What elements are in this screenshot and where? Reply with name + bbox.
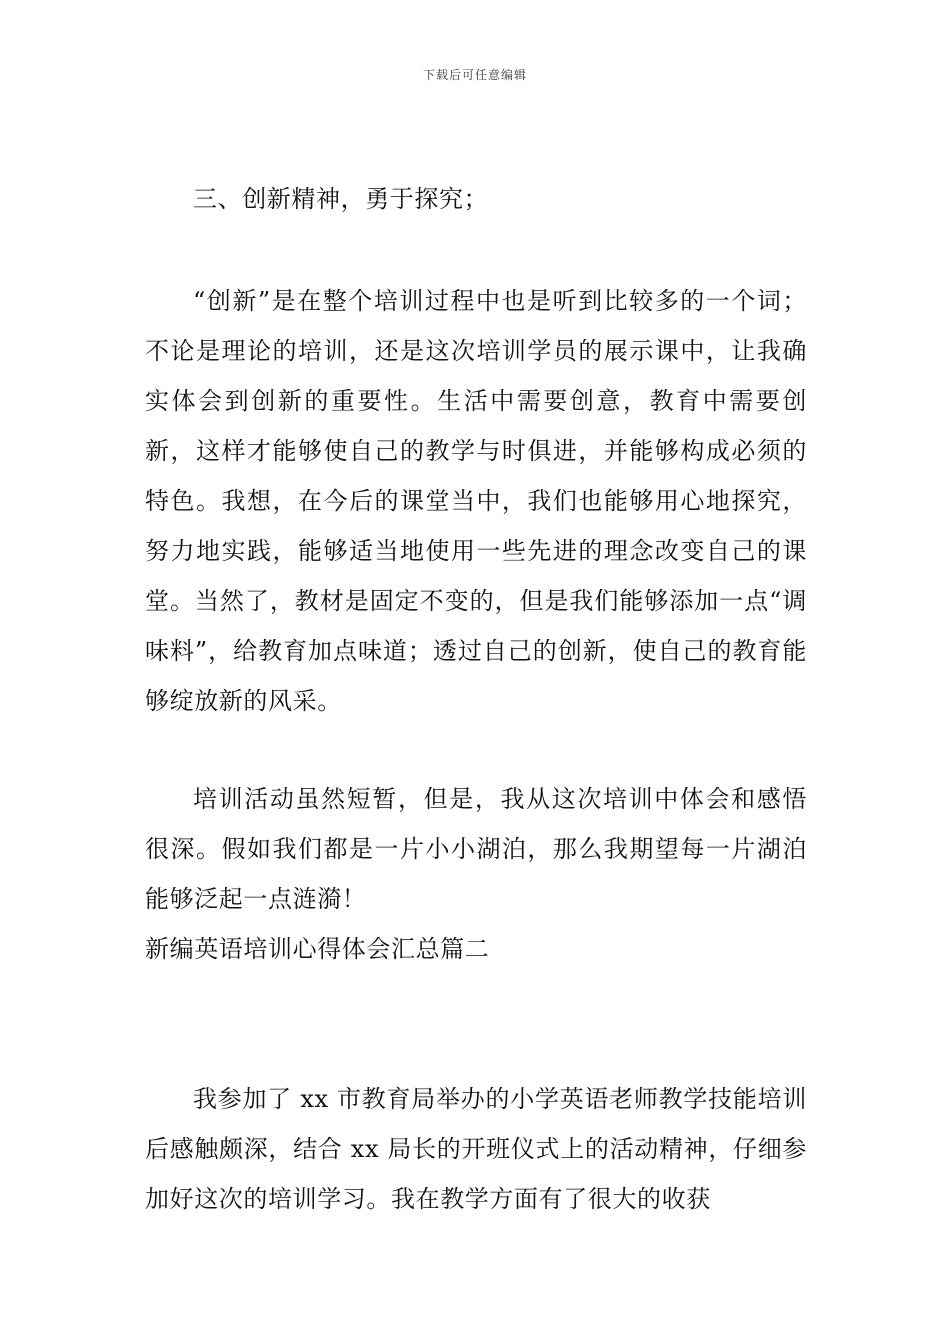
paragraph-article2-intro: 我参加了 xx 市教育局举办的小学英语老师教学技能培训后感触颇深，结合 xx 局长的开班仪式上的活动精神，仔细参加好这次的培训学习。我在教学方面有了很大的收获 [145,1085,807,1213]
paragraph-innovation: “创新”是在整个培训过程中也是听到比较多的一个词；不论是理论的培训，还是这次培训学员的展示课中，让我确实体会到创新的重要性。生活中需要创意，教育中需要创新，这样才能够使自己的教学与时俱进，并能够构成必须的特色。我想，在今后的课堂当中，我们也能够用心地探究，努力地实践，能够适当地使用一些先进的理念改变自己的课堂。当然了，教材是固定不变的，但是我们能够添加一点“调味料”，给教育加点味道；透过自己的创新，使自己的教育能够绽放新的风采。 [145,287,807,715]
page-header-note: 下载后可任意编辑 [422,68,527,82]
paragraph-conclusion: 培训活动虽然短暂，但是，我从这次培训中体会和感悟很深。假如我们都是一片小小湖泊，那么我期望每一片湖泊能够泛起一点涟漪！ [145,785,807,913]
article-title: 新编英语培训心得体会汇总篇二 [145,935,490,963]
section-heading: 三、创新精神，勇于探究； [193,185,489,213]
